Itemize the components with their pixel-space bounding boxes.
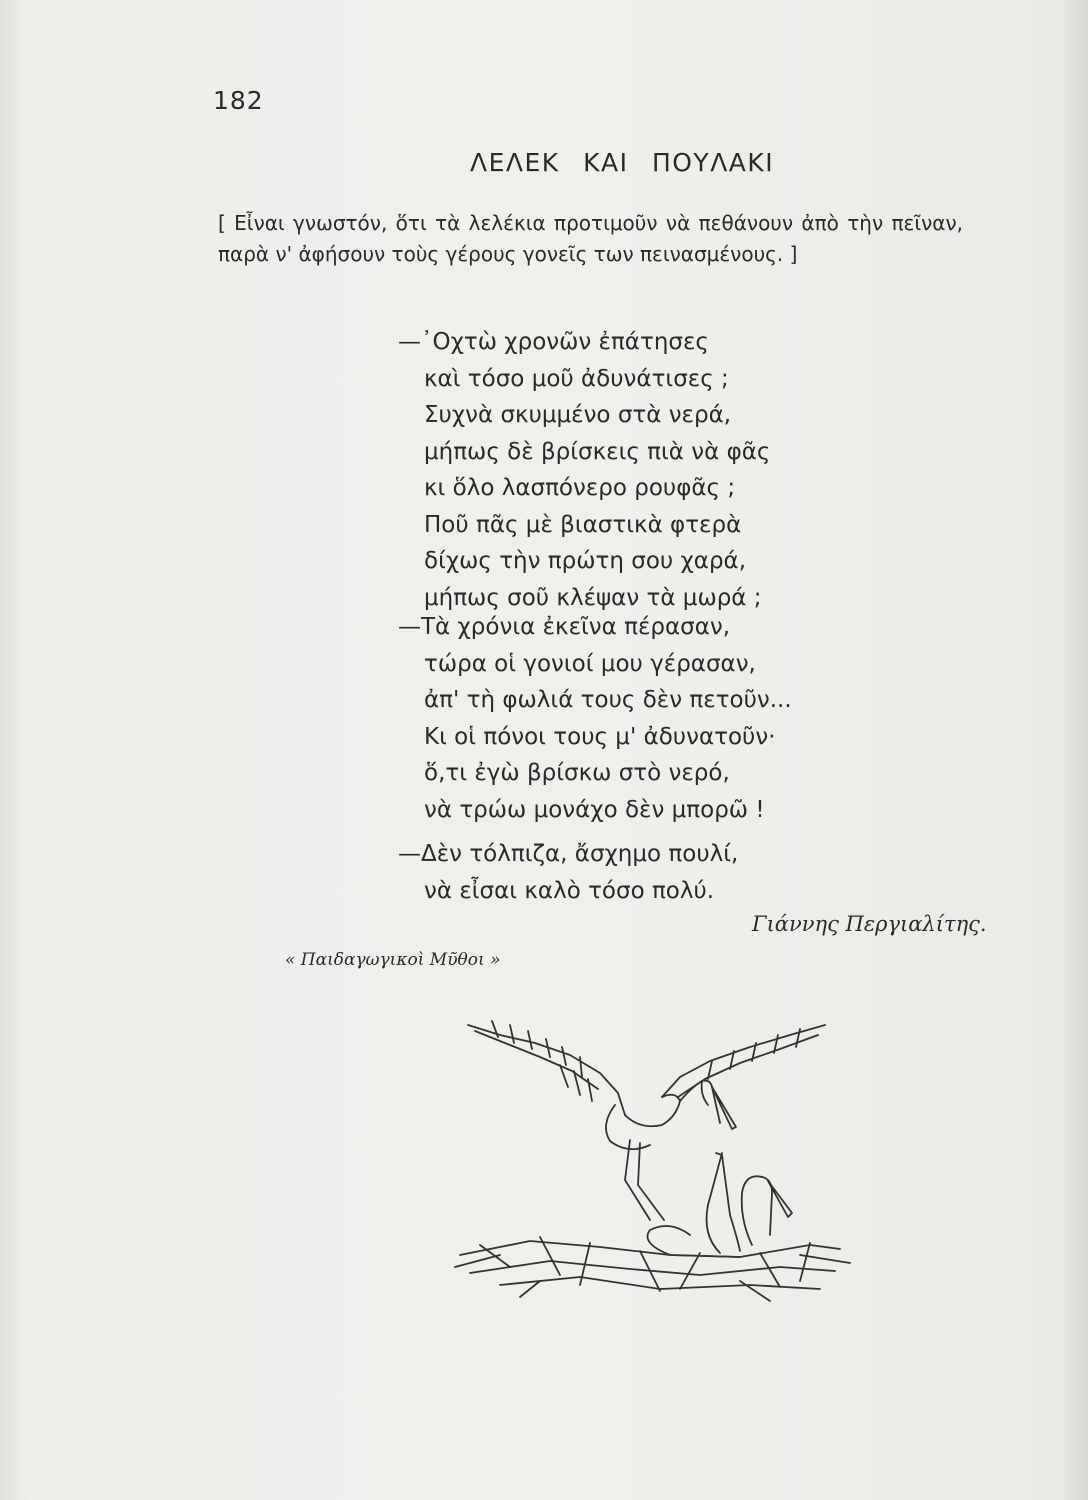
verse-line: Ποῦ πᾶς μὲ βιαστικὰ φτερὰ	[424, 511, 742, 538]
poem-title: ΛΕΛΕΚ ΚΑΙ ΠΟΥΛΑΚΙ	[470, 148, 775, 177]
source-citation: « Παιδαγωγικοὶ Μῦθοι »	[285, 950, 501, 970]
verse-line: δίχως τὴν πρώτη σου χαρά,	[424, 548, 747, 574]
verse-line: Κι οἱ πόνοι τους μ' ἀδυνατοῦν·	[424, 723, 776, 750]
verse-line: ἀπ' τὴ φωλιά τους δὲν πετοῦν...	[424, 687, 792, 713]
stork-nest-illustration	[440, 1005, 860, 1315]
intro-note: [ Εἶναι γνωστόν, ὅτι τὰ λελέκια προτιμοῦν νὰ πεθάνουν ἀπὸ τὴν πεῖναν, παρὰ ν' ἀφήσουν τοὺς γέρους γονεῖς των πεινασμένους. ]	[218, 211, 963, 266]
verse-line: νὰ εἶσαι καλὸ τόσο πολύ.	[424, 877, 715, 904]
verse-line: Συχνὰ σκυμμένο στὰ νερά,	[424, 402, 732, 428]
verse-line: τώρα οἱ γονιοί μου γέρασαν,	[424, 650, 756, 677]
verse-line: μήπως σοῦ κλέψαν τὰ μωρά ;	[424, 584, 762, 611]
verse-line: —Δὲν τόλπιζα, ἄσχημο πουλί,	[398, 841, 739, 867]
verse-line: —᾿Οχτὼ χρονῶν ἐπάτησες	[398, 329, 709, 355]
stanza-3	[398, 836, 738, 909]
verse-line: νὰ τρώω μονάχο δὲν μπορῶ !	[424, 796, 765, 823]
stanza-2	[398, 609, 792, 828]
page-number: 182	[213, 86, 264, 115]
verse-line: ὅ,τι ἐγὼ βρίσκω στὸ νερό,	[424, 760, 730, 786]
verse-line: μήπως δὲ βρίσκεις πιὰ νὰ φᾶς	[424, 438, 771, 465]
stanza-1	[398, 324, 770, 616]
verse-line: κι ὅλο λασπόνερο ρουφᾶς ;	[424, 475, 736, 501]
verse-line: —Τὰ χρόνια ἐκεῖνα πέρασαν,	[398, 614, 731, 640]
verse-line: καὶ τόσο μοῦ ἀδυνάτισες ;	[424, 365, 729, 392]
author-signature: Γιάννης Περγιαλίτης.	[752, 912, 987, 936]
